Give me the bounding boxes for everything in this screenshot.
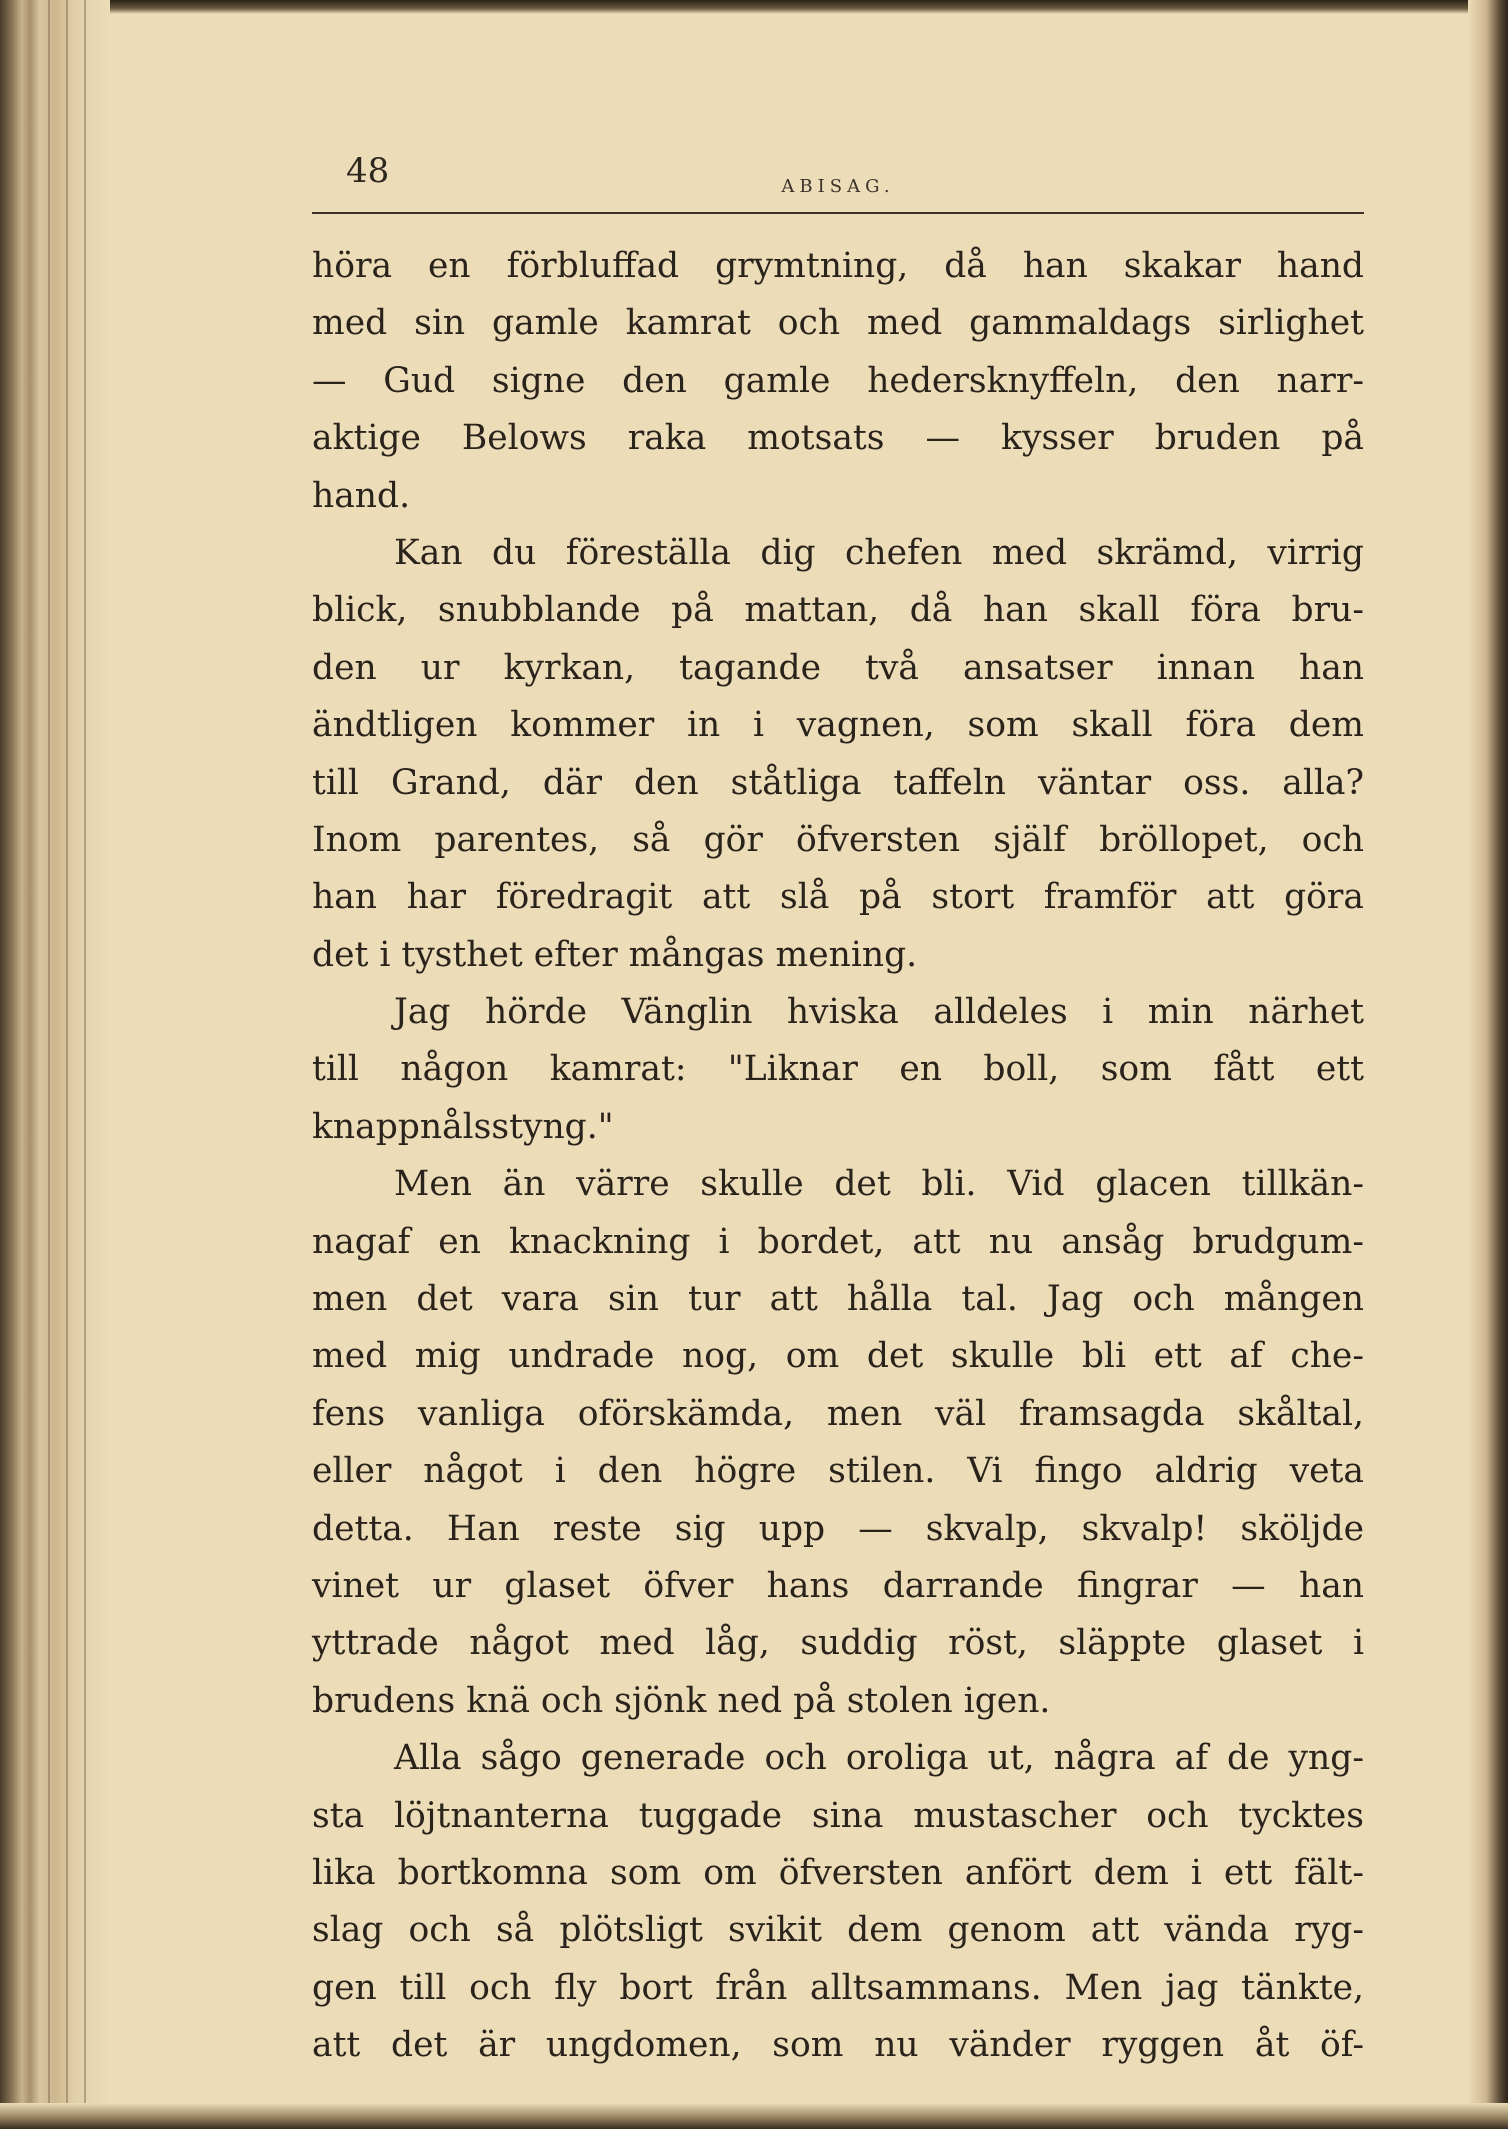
body-text	[312, 238, 1364, 2075]
text-line: att det är ungdomen, som nu vänder ryggen åt öf-	[312, 2025, 1364, 2066]
page-right-edge	[1468, 0, 1508, 2129]
text-line: den ur kyrkan, tagande två ansatser innan han	[312, 647, 1364, 688]
text-line: höra en förbluffad grymtning, då han skakar hand	[312, 246, 1364, 286]
text-line: till någon kamrat: "Liknar en boll, som fått ett	[312, 1049, 1364, 1090]
text-line: det i tysthet efter mångas mening.	[312, 934, 918, 975]
page-top-edge	[0, 0, 1508, 14]
text-line: men det vara sin tur att hålla tal. Jag och mången	[312, 1279, 1364, 1320]
gutter-line	[48, 0, 50, 2129]
text-line: Inom parentes, så gör öfversten själf bröllopet, och	[312, 819, 1364, 860]
text-line: detta. Han reste sig upp — skvalp, skvalp! sköljde	[312, 1508, 1364, 1549]
text-line: med sin gamle kamrat och med gammaldags sirlighet	[312, 303, 1364, 344]
text-line: yttrade något med låg, suddig röst, släppte glaset i	[312, 1623, 1364, 1664]
text-line: lika bortkomna som om öfversten anfört dem i ett fält-	[312, 1852, 1364, 1893]
page-number: 48	[346, 151, 390, 191]
text-line: fens vanliga oförskämda, men väl framsagda skåltal,	[312, 1393, 1364, 1434]
book-gutter	[0, 0, 110, 2129]
text-line: till Grand, där den ståtliga taffeln väntar oss. alla?	[312, 762, 1364, 803]
text-line: nagaf en knackning i bordet, att nu ansåg brudgum-	[312, 1221, 1364, 1262]
text-line: Men än värre skulle det bli. Vid glacen tillkän-	[394, 1164, 1364, 1205]
text-line: Kan du föreställa dig chefen med skrämd, virrig	[394, 532, 1364, 573]
text-line: aktige Belows raka motsats — kysser bruden på	[312, 418, 1364, 459]
gutter-line	[66, 0, 68, 2129]
text-line: han har föredragit att slå på stort framför att göra	[312, 877, 1364, 918]
text-line: ändtligen kommer in i vagnen, som skall föra dem	[312, 705, 1364, 746]
running-header	[312, 150, 1364, 214]
text-line: med mig undrade nog, om det skulle bli ett af che-	[312, 1336, 1364, 1377]
text-line: Jag hörde Vänglin hviska alldeles i min närhet	[394, 992, 1364, 1033]
text-line: eller något i den högre stilen. Vi fingo aldrig veta	[312, 1451, 1364, 1492]
text-line: — Gud signe den gamle hedersknyffeln, den narr-	[312, 360, 1364, 401]
text-line: blick, snubblande på mattan, då han skall föra bru-	[312, 590, 1364, 631]
text-line: gen till och fly bort från alltsammans. Men jag tänkte,	[312, 1967, 1364, 2008]
page-bottom-edge	[0, 2103, 1508, 2129]
text-line: Alla sågo generade och oroliga ut, några af de yng-	[394, 1738, 1364, 1779]
text-line: hand.	[312, 475, 411, 516]
text-line: knappnålsstyng."	[312, 1106, 614, 1147]
text-line: vinet ur glaset öfver hans darrande fingrar — han	[312, 1565, 1364, 1606]
text-line: sta löjtnanterna tuggade sina mustascher och tycktes	[312, 1795, 1364, 1836]
running-title: ABISAG.	[781, 176, 895, 197]
text-line: slag och så plötsligt svikit dem genom att vända ryg-	[312, 1910, 1364, 1951]
gutter-line	[84, 0, 86, 2129]
text-line: brudens knä och sjönk ned på stolen igen.	[312, 1680, 1051, 1721]
